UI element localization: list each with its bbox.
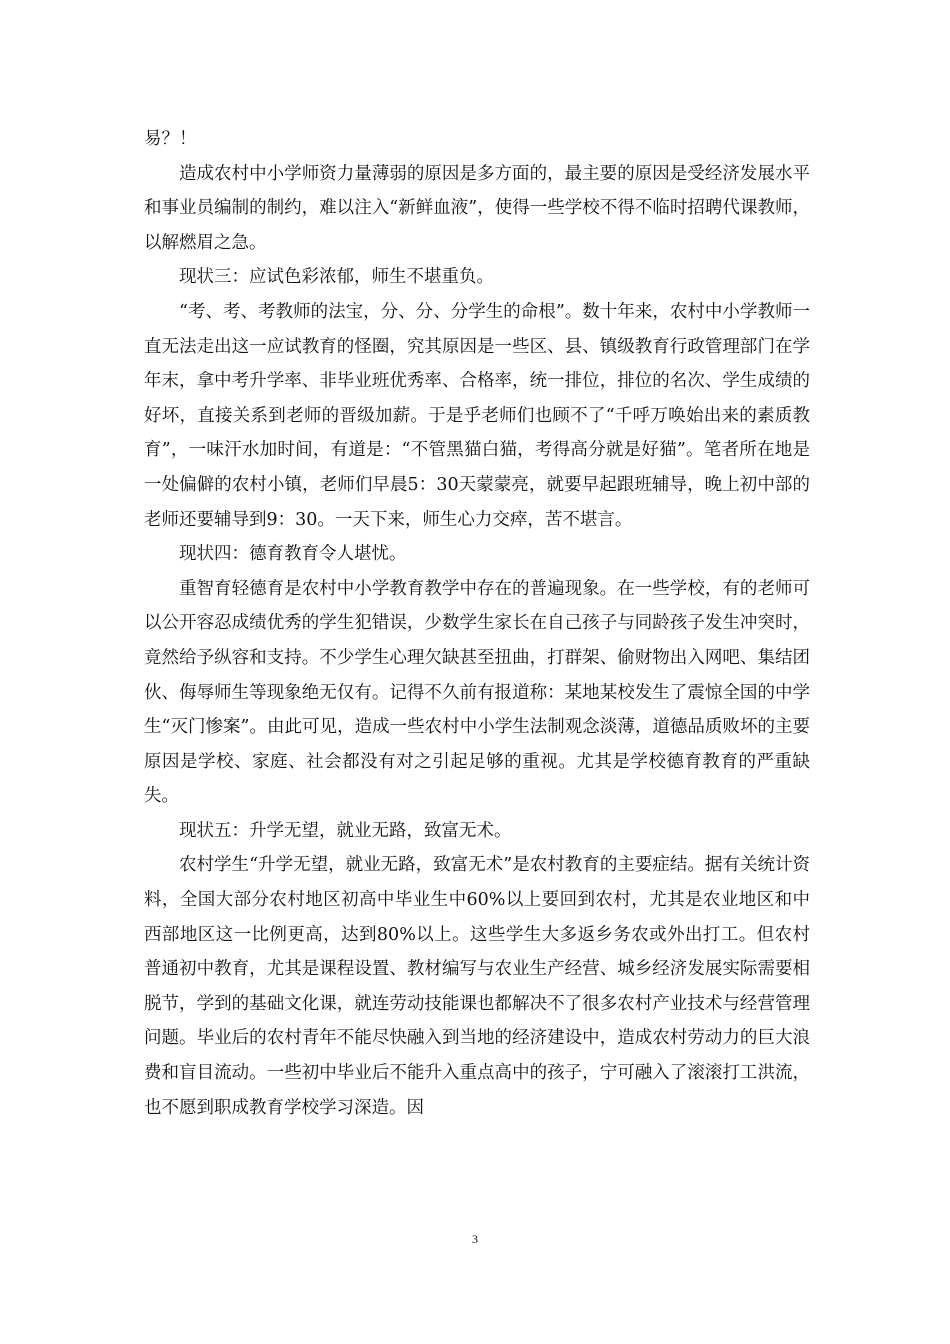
- paragraph-exam-oriented-education: “考、考、考教师的法宝，分、分、分学生的命根”。数十年来，农村中小学教师一直无法走出这一应试教育的怪圈，究其原因是一些区、县、镇级教育行政管理部门在学年末，拿中考升学率、非毕业班优秀率、合格率，统一排位，排位的名次、学生成绩的好坏，直接关系到老师的晋级加薪。于是乎老师们也顾不了“千呼万唤始出来的素质教育”，一味汗水加时间，有道是：“不管黑猫白猫，考得高分就是好猫”。笔者所在地是一处偏僻的农村小镇，老师们早晨5：30天蒙蒙亮，就要早起跟班辅导，晚上初中部的老师还要辅导到9：30。一天下来，师生心力交瘁，苦不堪言。: [144, 301, 810, 530]
- paragraph-continuation: 易？！: [144, 129, 197, 149]
- page-number: 3: [472, 1232, 478, 1246]
- heading-status-five: 现状五：升学无望，就业无路，致富无术。: [179, 820, 512, 841]
- heading-status-three: 现状三：应试色彩浓郁，师生不堪重负。: [179, 267, 494, 288]
- paragraph-rural-students-future: 农村学生“升学无望，就业无路，致富无术”是农村教育的主要症结。据有关统计资料，全国大部分农村地区初高中毕业生中60%以上要回到农村，尤其是农业地区和中西部地区这一比例更高，达到80%以上。这些学生大多返乡务农或外出打工。但农村普通初中教育，尤其是课程设置、教材编写与农业生产经营、城乡经济发展实际需要相脱节，学到的基础文化课，就连劳动技能课也都解决不了很多农村产业技术与经营管理问题。毕业后的农村青年不能尽快融入到当地的经济建设中，造成农村劳动力的巨大浪费和盲目流动。一些初中毕业后不能升入重点高中的孩子，宁可融入了滚滚打工洪流，也不愿到职成教育学校学习深造。因: [144, 855, 810, 1118]
- heading-status-four: 现状四：德育教育令人堪忧。: [179, 544, 407, 565]
- paragraph-moral-education: 重智育轻德育是农村中小学教育教学中存在的普遍现象。在一些学校，有的老师可以公开容忍成绩优秀的学生犯错误，少数学生家长在自己孩子与同龄孩子发生冲突时，竟然给予纵容和支持。不少学生心理欠缺甚至扭曲，打群架、偷财物出入网吧、集结团伙、侮辱师生等现象绝无仅有。记得不久前有报道称：某地某校发生了震惊全国的中学生“灭门惨案”。由此可见，造成一些农村中小学生法制观念淡薄，道德品质败坏的主要原因是学校、家庭、社会都没有对之引起足够的重视。尤其是学校德育教育的严重缺失。: [144, 578, 810, 807]
- document-body: [144, 122, 810, 1125]
- paragraph-teacher-shortage-causes: 造成农村中小学师资力量薄弱的原因是多方面的，最主要的原因是受经济发展水平和事业员编制的制约，难以注入“新鲜血液”，使得一些学校不得不临时招聘代课教师，以解燃眉之急。: [144, 163, 810, 253]
